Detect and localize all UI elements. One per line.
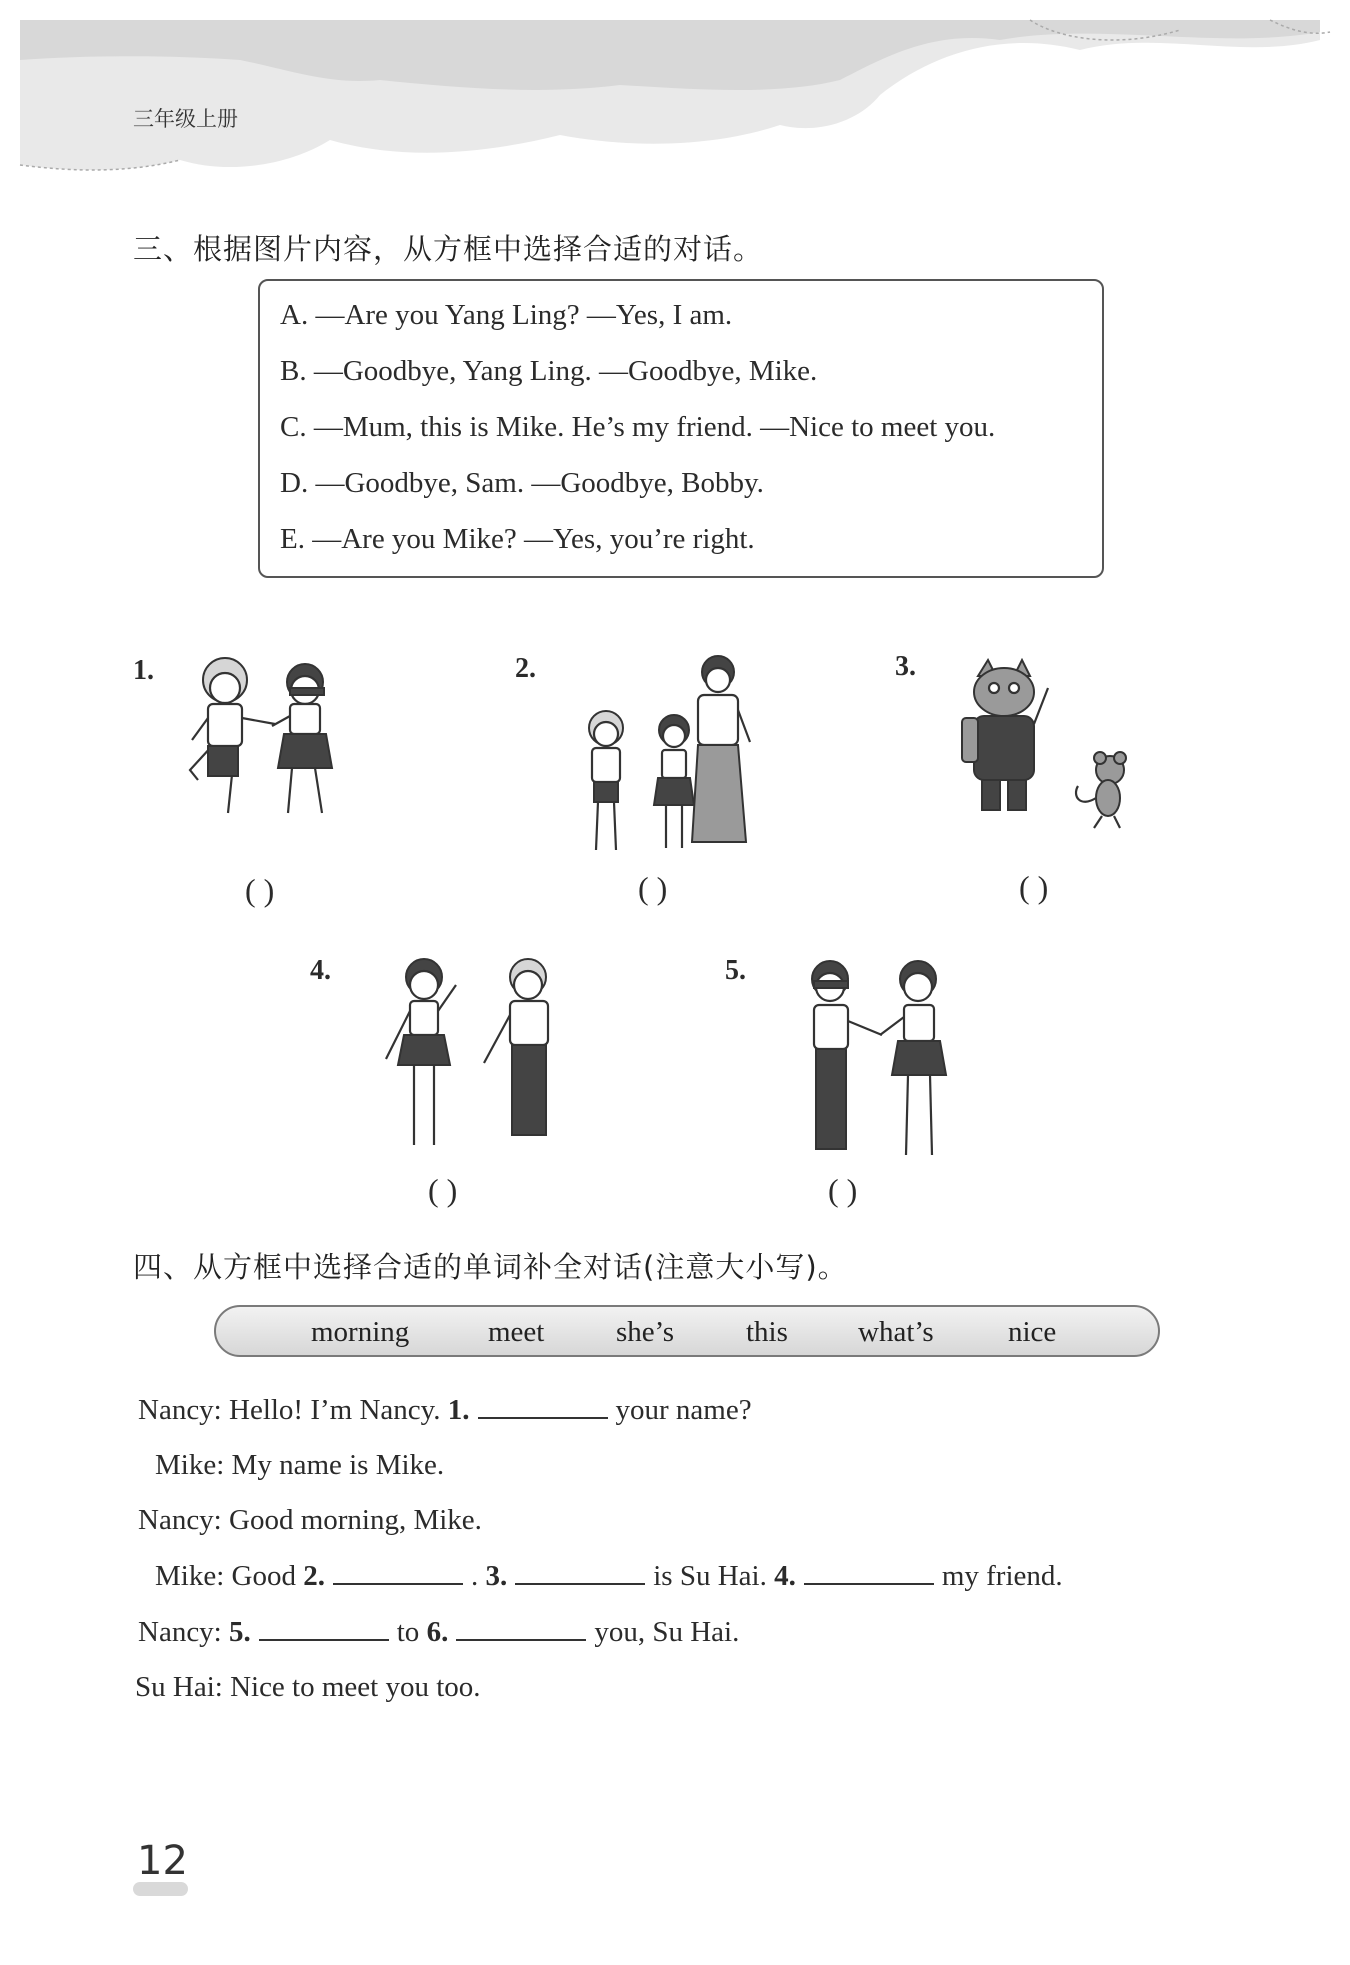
page-number: 12 [137,1838,188,1884]
speaker-mike: Mike: [155,1560,225,1592]
picture-4-number: 4. [310,955,331,986]
dialogue-line-5 [138,1616,739,1649]
line-text: to [396,1616,420,1648]
picture-5-number: 5. [725,955,746,986]
word-morning: morning [311,1316,410,1348]
picture-2-answer-paren[interactable]: ( ) [638,870,668,906]
line-text: Hello! I’m Nancy. [229,1394,441,1426]
section3-title: 三、根据图片内容，从方框中选择合适的对话。 [133,232,764,266]
blank-number-6: 6. [426,1616,449,1648]
word-meet: meet [488,1316,545,1348]
line-text: you, Su Hai. [594,1616,740,1648]
option-a: A. —Are you Yang Ling? —Yes, I am. [280,299,733,331]
line-text: Good morning, Mike. [229,1504,482,1536]
picture-2-illustration [580,650,755,855]
blank-2[interactable] [333,1561,463,1585]
dialogue-line-4 [155,1560,1063,1593]
line-text: . [470,1560,479,1592]
speaker-su-hai: Su Hai: [135,1671,223,1703]
line-text: your name? [615,1394,752,1426]
line-text: my friend. [941,1560,1063,1592]
line-text: is Su Hai. [653,1560,767,1592]
option-e: E. —Are you Mike? —Yes, you’re right. [280,523,755,555]
option-d: D. —Goodbye, Sam. —Goodbye, Bobby. [280,467,764,499]
picture-1-illustration [180,648,350,833]
word-nice: nice [1008,1316,1057,1348]
speaker-nancy: Nancy: [138,1394,222,1426]
picture-3-answer-paren[interactable]: ( ) [1019,869,1049,905]
speaker-nancy: Nancy: [138,1504,222,1536]
blank-1[interactable] [478,1395,608,1419]
picture-5-answer-paren[interactable]: ( ) [828,1172,858,1208]
word-bank [214,1305,1160,1357]
blank-number-2: 2. [303,1560,325,1592]
line-text: Good [231,1560,296,1592]
picture-1-number: 1. [133,655,154,686]
speaker-nancy: Nancy: [138,1616,222,1648]
picture-2-number: 2. [515,653,536,684]
word-shes: she’s [616,1316,674,1348]
grade-label: 三年级上册 [133,107,238,131]
blank-number-1: 1. [447,1394,470,1426]
line-text: Nice to meet you too. [230,1671,481,1703]
blank-number-4: 4. [774,1560,796,1592]
picture-3-number: 3. [895,651,916,682]
blank-3[interactable] [515,1561,645,1585]
blank-number-5: 5. [229,1616,251,1648]
option-c: C. —Mum, this is Mike. He’s my friend. —Nice to meet you. [280,411,996,443]
section4-title: 四、从方框中选择合适的单词补全对话(注意大小写)。 [133,1250,848,1284]
line-text: My name is Mike. [231,1449,445,1481]
page-number-underlay [133,1882,188,1896]
blank-6[interactable] [456,1617,586,1641]
dialogue-line-6 [135,1671,481,1704]
dialogue-line-3 [138,1504,482,1537]
dialogue-line-1 [138,1394,752,1427]
word-whats: what’s [858,1316,934,1348]
dialogue-choice-box [258,279,1104,578]
speaker-mike: Mike: [155,1449,225,1481]
blank-number-3: 3. [485,1560,508,1592]
picture-3-illustration [960,658,1130,833]
picture-4-illustration [378,955,568,1155]
blank-4[interactable] [804,1561,934,1585]
picture-4-answer-paren[interactable]: ( ) [428,1172,458,1208]
dialogue-line-2 [155,1449,444,1482]
blank-5[interactable] [259,1617,389,1641]
picture-1-answer-paren[interactable]: ( ) [245,872,275,908]
word-this: this [746,1316,788,1348]
picture-5-illustration [790,955,960,1165]
option-b: B. —Goodbye, Yang Ling. —Goodbye, Mike. [280,355,818,387]
header-cloud-banner [0,0,1350,200]
